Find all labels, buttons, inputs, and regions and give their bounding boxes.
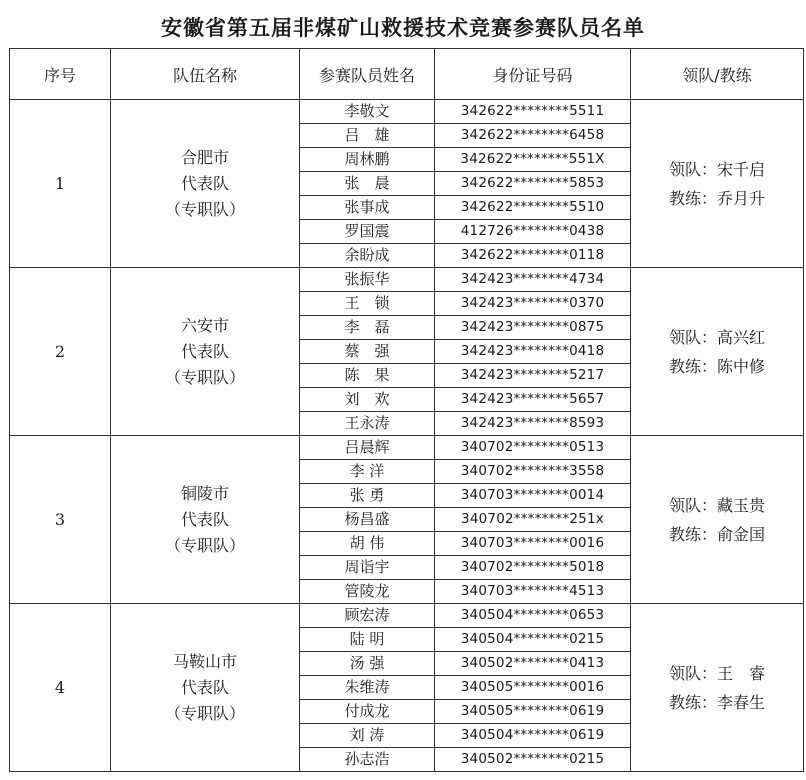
team-name-line: （专职队） bbox=[164, 535, 245, 555]
header-idno: 身份证号码 bbox=[435, 49, 631, 100]
member-name: 孙志浩 bbox=[300, 748, 435, 772]
member-name: 汤 强 bbox=[300, 652, 435, 676]
team-leader: 领队：藏玉贵 bbox=[668, 495, 765, 515]
team-leader: 领队：宋千启 bbox=[668, 159, 765, 179]
group-seq: 1 bbox=[10, 100, 111, 268]
member-name: 管陵龙 bbox=[300, 580, 435, 604]
member-id-number: 340703********0014 bbox=[435, 484, 631, 508]
team-leader: 领队：高兴红 bbox=[668, 327, 765, 347]
member-name: 陆 明 bbox=[300, 628, 435, 652]
member-name: 张 晨 bbox=[300, 172, 435, 196]
header-seq: 序号 bbox=[10, 49, 111, 100]
team-name-line: （专职队） bbox=[164, 367, 245, 387]
team-name-line: 马鞍山市 bbox=[172, 651, 237, 671]
member-name: 李敬文 bbox=[300, 100, 435, 124]
roster-body bbox=[10, 100, 804, 772]
member-name: 王 锁 bbox=[300, 292, 435, 316]
team-name-line: 铜陵市 bbox=[180, 483, 229, 503]
member-id-number: 412726********0438 bbox=[435, 220, 631, 244]
team-name-line: （专职队） bbox=[164, 703, 245, 723]
member-id-number: 342423********5217 bbox=[435, 364, 631, 388]
member-id-number: 342423********4734 bbox=[435, 268, 631, 292]
member-name: 周林鹏 bbox=[300, 148, 435, 172]
member-id-number: 340702********3558 bbox=[435, 460, 631, 484]
team-name-line: 代表队 bbox=[180, 677, 229, 697]
member-id-number: 342423********8593 bbox=[435, 412, 631, 436]
header-staff: 领队/教练 bbox=[631, 49, 804, 100]
member-id-number: 340504********0619 bbox=[435, 724, 631, 748]
team-coach: 教练：俞金国 bbox=[668, 524, 765, 544]
member-id-number: 342622********6458 bbox=[435, 124, 631, 148]
table-row bbox=[10, 100, 804, 124]
member-id-number: 340703********0016 bbox=[435, 532, 631, 556]
member-name: 罗国震 bbox=[300, 220, 435, 244]
group-seq: 2 bbox=[10, 268, 111, 436]
group-staff bbox=[631, 604, 804, 772]
group-seq: 3 bbox=[10, 436, 111, 604]
member-name: 吕晨辉 bbox=[300, 436, 435, 460]
header-team: 队伍名称 bbox=[111, 49, 300, 100]
member-id-number: 340505********0016 bbox=[435, 676, 631, 700]
group-seq: 4 bbox=[10, 604, 111, 772]
member-name: 付成龙 bbox=[300, 700, 435, 724]
roster-table bbox=[9, 48, 804, 772]
member-id-number: 342622********5510 bbox=[435, 196, 631, 220]
member-id-number: 340504********0653 bbox=[435, 604, 631, 628]
member-name: 蔡 强 bbox=[300, 340, 435, 364]
member-id-number: 340502********0215 bbox=[435, 748, 631, 772]
group-team-name bbox=[111, 604, 300, 772]
table-row bbox=[10, 268, 804, 292]
group-staff bbox=[631, 268, 804, 436]
member-id-number: 342622********5511 bbox=[435, 100, 631, 124]
member-name: 胡 伟 bbox=[300, 532, 435, 556]
member-name: 顾宏涛 bbox=[300, 604, 435, 628]
team-name-line: 代表队 bbox=[180, 341, 229, 361]
member-name: 杨昌盛 bbox=[300, 508, 435, 532]
table-row bbox=[10, 604, 804, 628]
member-id-number: 342622********0118 bbox=[435, 244, 631, 268]
team-name-line: 代表队 bbox=[180, 173, 229, 193]
team-coach: 教练：李春生 bbox=[668, 692, 765, 712]
team-name-line: 合肥市 bbox=[180, 147, 229, 167]
member-id-number: 342622********551X bbox=[435, 148, 631, 172]
member-name: 刘 涛 bbox=[300, 724, 435, 748]
member-id-number: 340504********0215 bbox=[435, 628, 631, 652]
member-id-number: 342423********0370 bbox=[435, 292, 631, 316]
team-name-line: （专职队） bbox=[164, 199, 245, 219]
table-row bbox=[10, 436, 804, 460]
group-team-name bbox=[111, 268, 300, 436]
team-leader: 领队：王 睿 bbox=[668, 663, 765, 683]
member-name: 张 勇 bbox=[300, 484, 435, 508]
team-coach: 教练：陈中修 bbox=[668, 356, 765, 376]
member-id-number: 340702********251x bbox=[435, 508, 631, 532]
member-id-number: 342423********0875 bbox=[435, 316, 631, 340]
member-id-number: 342622********5853 bbox=[435, 172, 631, 196]
member-name: 李 磊 bbox=[300, 316, 435, 340]
member-id-number: 342423********5657 bbox=[435, 388, 631, 412]
member-name: 李 洋 bbox=[300, 460, 435, 484]
member-id-number: 340502********0413 bbox=[435, 652, 631, 676]
team-coach: 教练：乔月升 bbox=[668, 188, 765, 208]
member-name: 朱维涛 bbox=[300, 676, 435, 700]
member-name: 余盼成 bbox=[300, 244, 435, 268]
group-team-name bbox=[111, 100, 300, 268]
member-id-number: 340703********4513 bbox=[435, 580, 631, 604]
group-staff bbox=[631, 100, 804, 268]
team-name-line: 代表队 bbox=[180, 509, 229, 529]
member-name: 陈 果 bbox=[300, 364, 435, 388]
team-name-line: 六安市 bbox=[180, 315, 229, 335]
member-name: 刘 欢 bbox=[300, 388, 435, 412]
member-name: 张事成 bbox=[300, 196, 435, 220]
member-id-number: 340702********5018 bbox=[435, 556, 631, 580]
header-row bbox=[10, 49, 804, 100]
member-name: 王永涛 bbox=[300, 412, 435, 436]
member-name: 张振华 bbox=[300, 268, 435, 292]
header-member: 参赛队员姓名 bbox=[300, 49, 435, 100]
member-id-number: 342423********0418 bbox=[435, 340, 631, 364]
group-team-name bbox=[111, 436, 300, 604]
document-title: 安徽省第五届非煤矿山救援技术竞赛参赛队员名单 bbox=[161, 16, 645, 40]
member-id-number: 340702********0513 bbox=[435, 436, 631, 460]
member-name: 吕 雄 bbox=[300, 124, 435, 148]
group-staff bbox=[631, 436, 804, 604]
member-id-number: 340505********0619 bbox=[435, 700, 631, 724]
member-name: 周诣宇 bbox=[300, 556, 435, 580]
